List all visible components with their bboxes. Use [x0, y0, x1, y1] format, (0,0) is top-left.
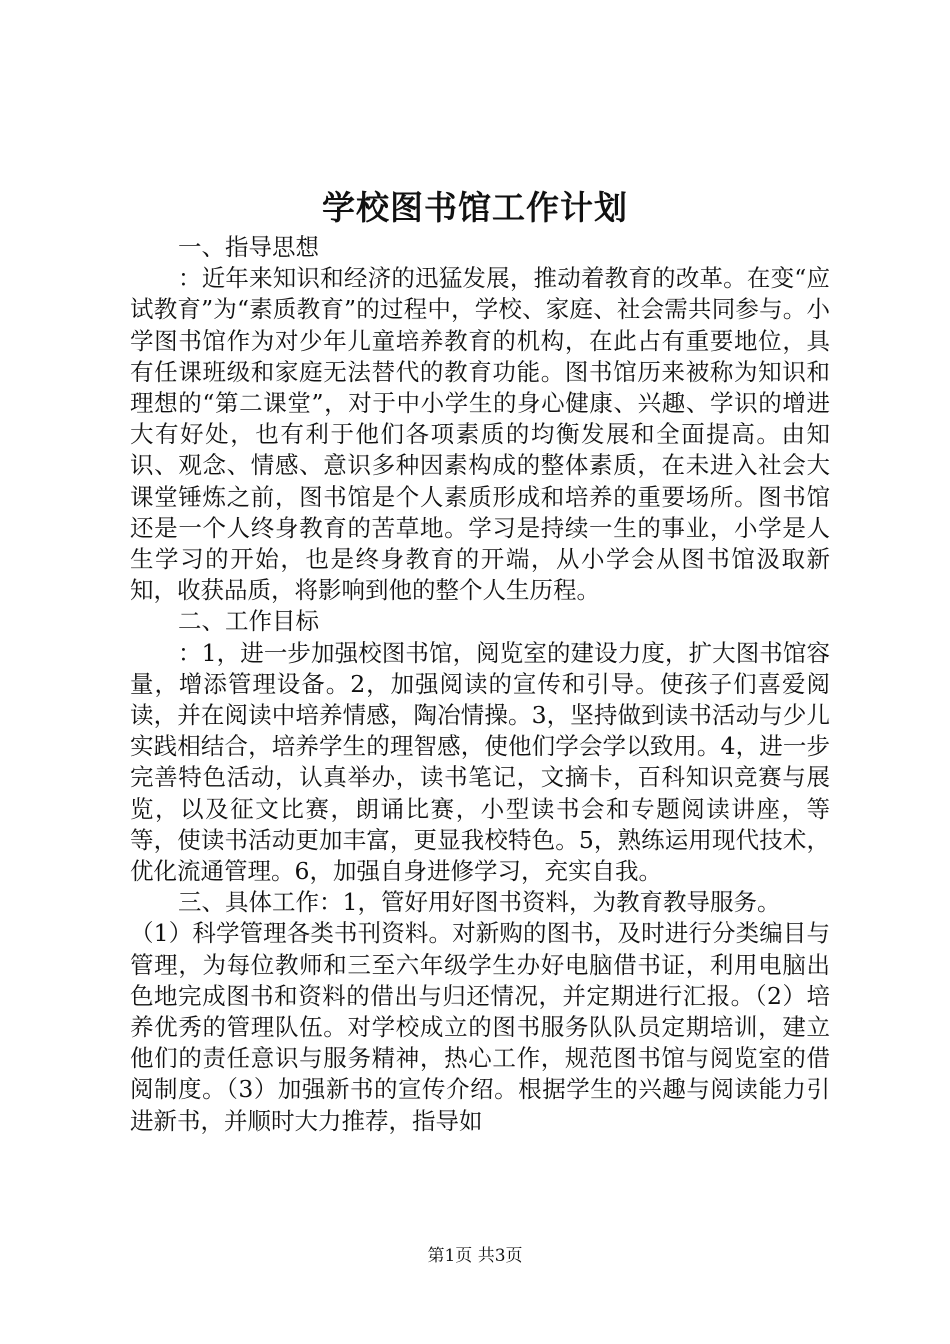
section-heading-work-goals: 二、工作目标: [178, 607, 319, 636]
page-footer-indicator: 第1页 共3页: [427, 1246, 523, 1266]
section-heading-guiding-ideology: 一、指导思想: [178, 233, 319, 261]
section-body-guiding-ideology: ：近年来知识和经济的迅猛发展，推动着教育的改革。在变“应试教育”为“素质教育”的过程中，学校、家庭、社会需共同参与。小学图书馆作为对少年儿童培养教育的机构，在此占有重要地位，具有任课班级和家庭无法替代的教育功能。图书馆历来被称为知识和理想的“第二课堂”，对于中小学生的身心健康、兴趣、学识的增进大有好处，也有利于他们各项素质的均衡发展和全面提高。由知识、观念、情感、意识多种因素构成的整体素质，在未进入社会大课堂锤炼之前，图书馆是个人素质形成和培养的重要场所。图书馆还是一个人终身教育的苦草地。学习是持续一生的事业，小学是人生学习的开始，也是终身教育的开端，从小学会从图书馆汲取新知，收获品质，将影响到他的整个人生历程。: [130, 264, 830, 605]
page-title: 学校图书馆工作计划: [322, 188, 628, 227]
section-body-work-goals: ：1，进一步加强校图书馆，阅览室的建设力度，扩大图书馆容量，增添管理设备。2，加强阅读的宣传和引导。使孩子们喜爱阅读，并在阅读中培养情感，陶冶情操。3，坚持做到读书活动与少儿实践相结合，培养学生的理智感，使他们学会学以致用。4，进一步完善特色活动，认真举办，读书笔记，文摘卡，百科知识竞赛与展览，以及征文比赛，朗诵比赛，小型读书会和专题阅读讲座，等等，使读书活动更加丰富，更显我校特色。5，熟练运用现代技术，优化流通管理。6，加强自身进修学习，充实自我。: [130, 638, 830, 886]
section-heading-specific-work: 三、具体工作：1，管好用好图书资料，为教育教导服务。: [178, 888, 781, 917]
document-body: [130, 232, 830, 1137]
section-body-specific-work: （1）科学管理各类书刊资料。对新购的图书，及时进行分类编目与管理，为每位教师和三至六年级学生办好电脑借书证，利用电脑出色地完成图书和资料的借出与归还情况，并定期进行汇报。（2）培养优秀的管理队伍。对学校成立的图书服务队队员定期培训，建立他们的责任意识与服务精神，热心工作，规范图书馆与阅览室的借阅制度。（3）加强新书的宣传介绍。根据学生的兴趣与阅读能力引进新书，并顺时大力推荐，指导如: [130, 919, 830, 1135]
